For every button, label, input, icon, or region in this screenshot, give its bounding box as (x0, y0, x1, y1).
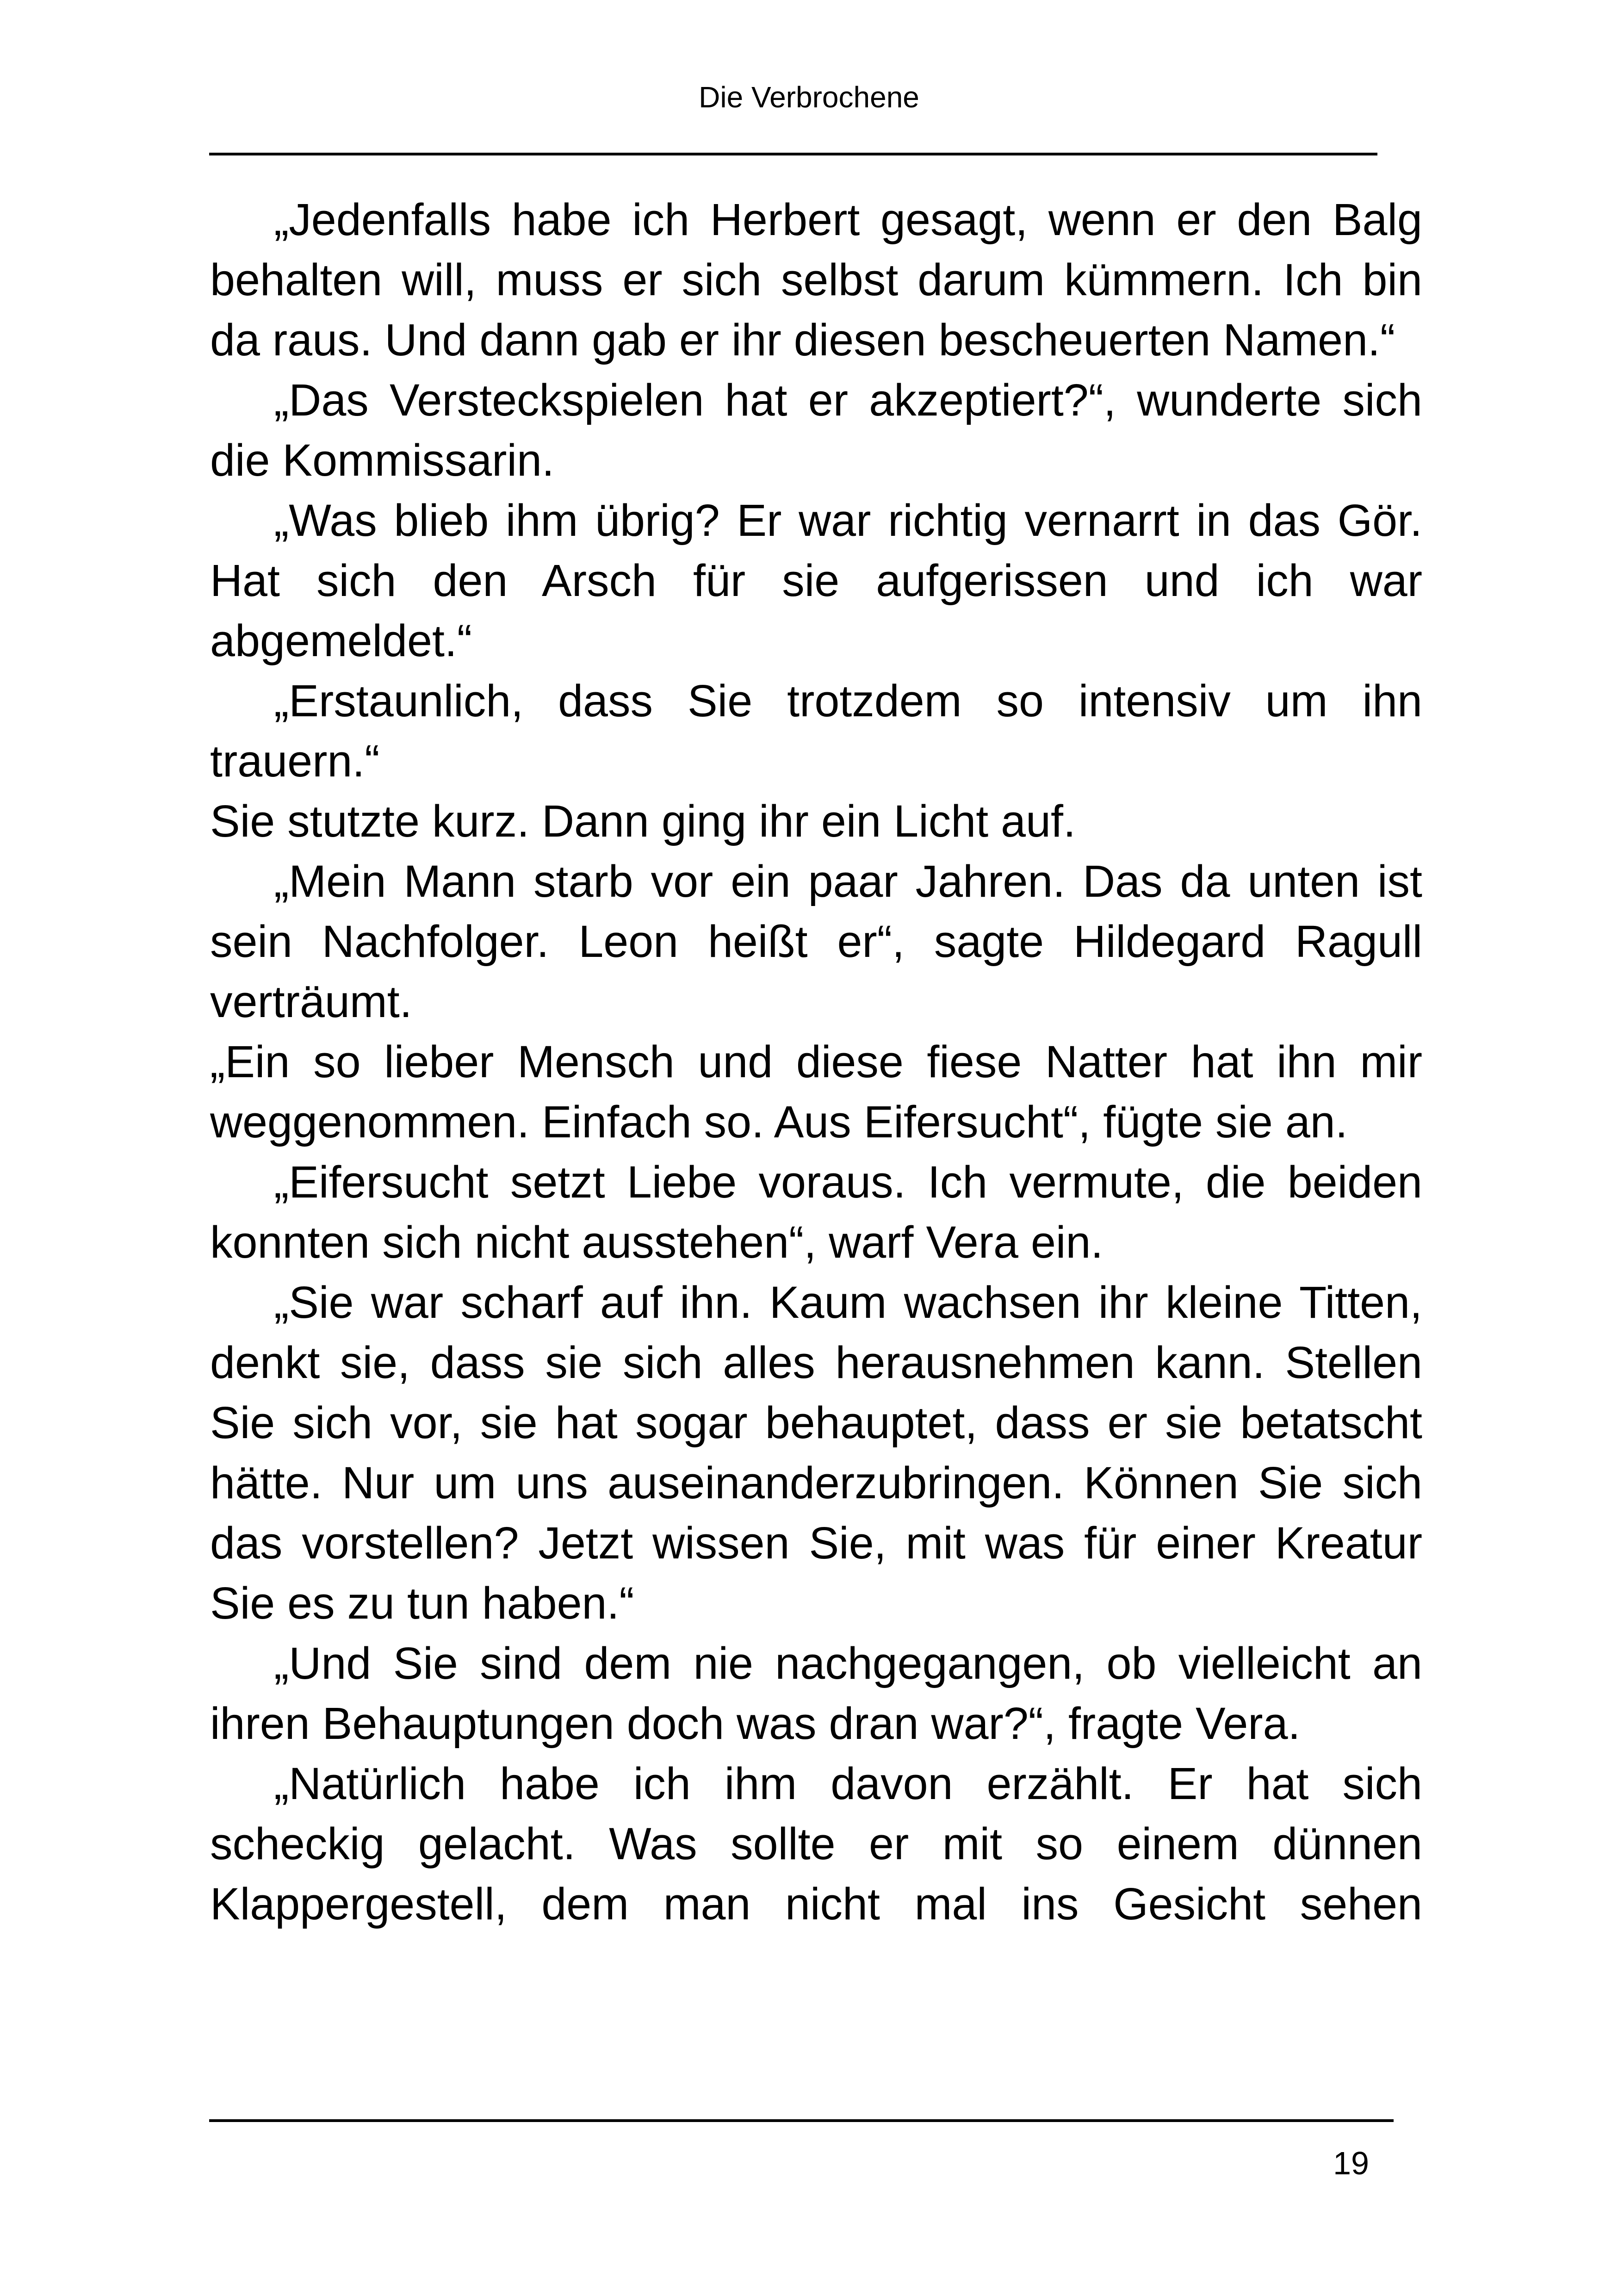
body-text (210, 190, 1422, 1934)
paragraph: „Jedenfalls habe ich Herbert gesagt, wenn er den Balg behalten will, muss er sich selbst darum kümmern. Ich bin da raus. Und dann gab er ihr diesen bescheuerten Namen.“ (210, 194, 1422, 365)
paragraph: „Mein Mann starb vor ein paar Jahren. Das da unten ist sein Nachfolger. Leon heißt er“, sagte Hildegard Ragull verträumt. (210, 856, 1422, 1027)
page-number: 19 (1333, 2145, 1369, 2181)
paragraph: Sie stutzte kurz. Dann ging ihr ein Licht auf. (210, 796, 1076, 846)
paragraph: „Sie war scharf auf ihn. Kaum wachsen ihr kleine Titten, denkt sie, dass sie sich alles herausnehmen kann. Stellen Sie sich vor, sie hat sogar behauptet, dass er sie betatscht hätte. Nur um uns auseinanderzubringen. Können Sie sich das vorstellen? Jetzt wissen Sie, mit was für einer Kreatur Sie es zu tun haben.“ (210, 1277, 1422, 1628)
paragraph: „Natürlich habe ich ihm davon erzählt. Er hat sich scheckig gelacht. Was sollte er mit so einem dünnen Klappergestell, dem man nicht mal ins Gesicht sehen (210, 1758, 1422, 1929)
running-header: Die Verbrochene (699, 81, 919, 114)
paragraph: „Was blieb ihm übrig? Er war richtig vernarrt in das Gör. Hat sich den Arsch für sie aufgerissen und ich war abgemeldet.“ (210, 495, 1422, 666)
paragraph: „Eifersucht setzt Liebe voraus. Ich vermute, die beiden konnten sich nicht ausstehen“, warf Vera ein. (210, 1157, 1422, 1267)
footer-rule (209, 2119, 1394, 2122)
paragraph: „Erstaunlich, dass Sie trotzdem so intensiv um ihn trauern.“ (210, 676, 1422, 786)
paragraph: „Und Sie sind dem nie nachgegangen, ob vielleicht an ihren Behauptungen doch was dran war?“, fragte Vera. (210, 1638, 1422, 1749)
paragraph: „Ein so lieber Mensch und diese fiese Natter hat ihn mir weggenommen. Einfach so. Aus Eifersucht“, fügte sie an. (210, 1036, 1422, 1147)
header-rule (209, 153, 1377, 155)
paragraph: „Das Versteckspielen hat er akzeptiert?“, wunderte sich die Kommissarin. (210, 375, 1422, 485)
